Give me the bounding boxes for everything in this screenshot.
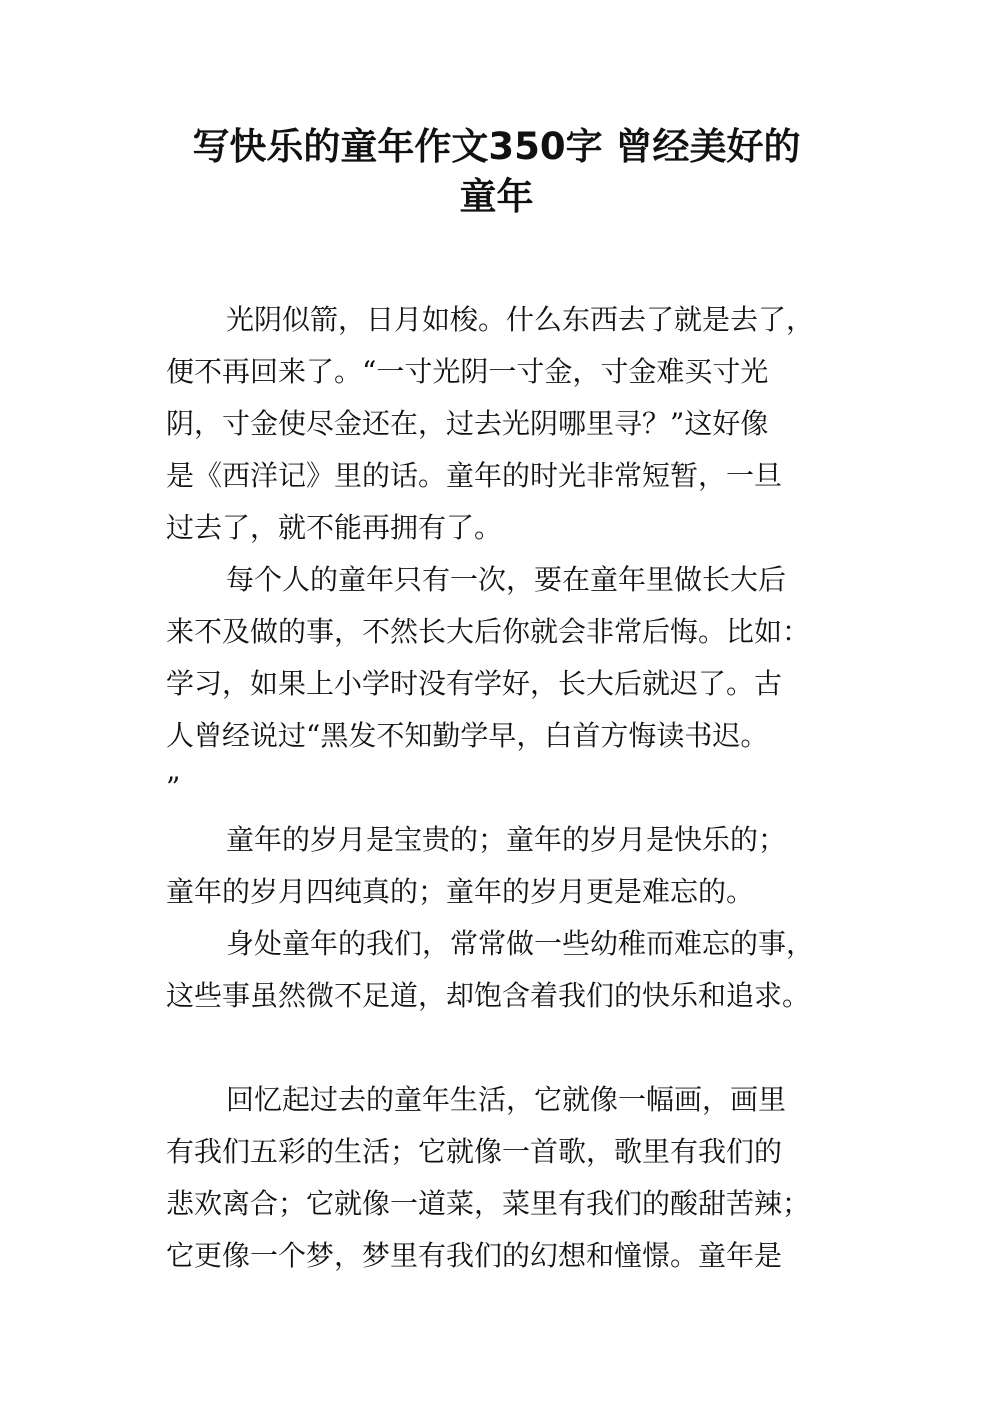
document-title [0, 122, 993, 222]
text-line: 来不及做的事，不然长大后你就会非常后悔。比如： [166, 615, 811, 648]
text-line: 这些事虽然微不足道，却饱含着我们的快乐和追求。 [166, 979, 811, 1012]
title-line-1: 写快乐的童年作文350字 曾经美好的 [192, 125, 801, 168]
paragraph-1 [166, 294, 866, 554]
paragraph-3 [166, 814, 866, 918]
text-line: 回忆起过去的童年生活，它就像一幅画，画里 [226, 1083, 787, 1116]
text-line: 是《西洋记》里的话。童年的时光非常短暂，一旦 [166, 459, 783, 492]
text-line: 它更像一个梦，梦里有我们的幻想和憧憬。童年是 [166, 1239, 783, 1272]
blank-line [166, 1022, 866, 1074]
text-line: 光阴似箭，日月如梭。什么东西去了就是去了， [226, 303, 815, 336]
text-line: 过去了，就不能再拥有了。 [166, 511, 503, 544]
text-line: 每个人的童年只有一次，要在童年里做长大后 [226, 563, 787, 596]
text-line: 身处童年的我们，常常做一些幼稚而难忘的事， [226, 927, 815, 960]
text-line: 童年的岁月四纯真的；童年的岁月更是难忘的。 [166, 875, 755, 908]
text-line: 童年的岁月是宝贵的；童年的岁月是快乐的； [226, 823, 787, 856]
text-line: 有我们五彩的生活；它就像一首歌，歌里有我们的 [166, 1135, 783, 1168]
paragraph-5 [166, 1074, 866, 1282]
text-line: ” [166, 771, 181, 804]
text-line: 学习，如果上小学时没有学好，长大后就迟了。古 [166, 667, 783, 700]
paragraph-2 [166, 554, 866, 814]
title-line-2: 童年 [459, 175, 534, 218]
document-body [166, 294, 866, 1282]
text-line: 阴，寸金使尽金还在，过去光阴哪里寻？”这好像 [166, 407, 769, 440]
text-line: 人曾经说过“黑发不知勤学早，白首方悔读书迟。 [166, 719, 769, 752]
paragraph-4 [166, 918, 866, 1022]
text-line: 便不再回来了。“一寸光阴一寸金，寸金难买寸光 [166, 355, 769, 388]
text-line: 悲欢离合；它就像一道菜，菜里有我们的酸甜苦辣； [166, 1187, 811, 1220]
